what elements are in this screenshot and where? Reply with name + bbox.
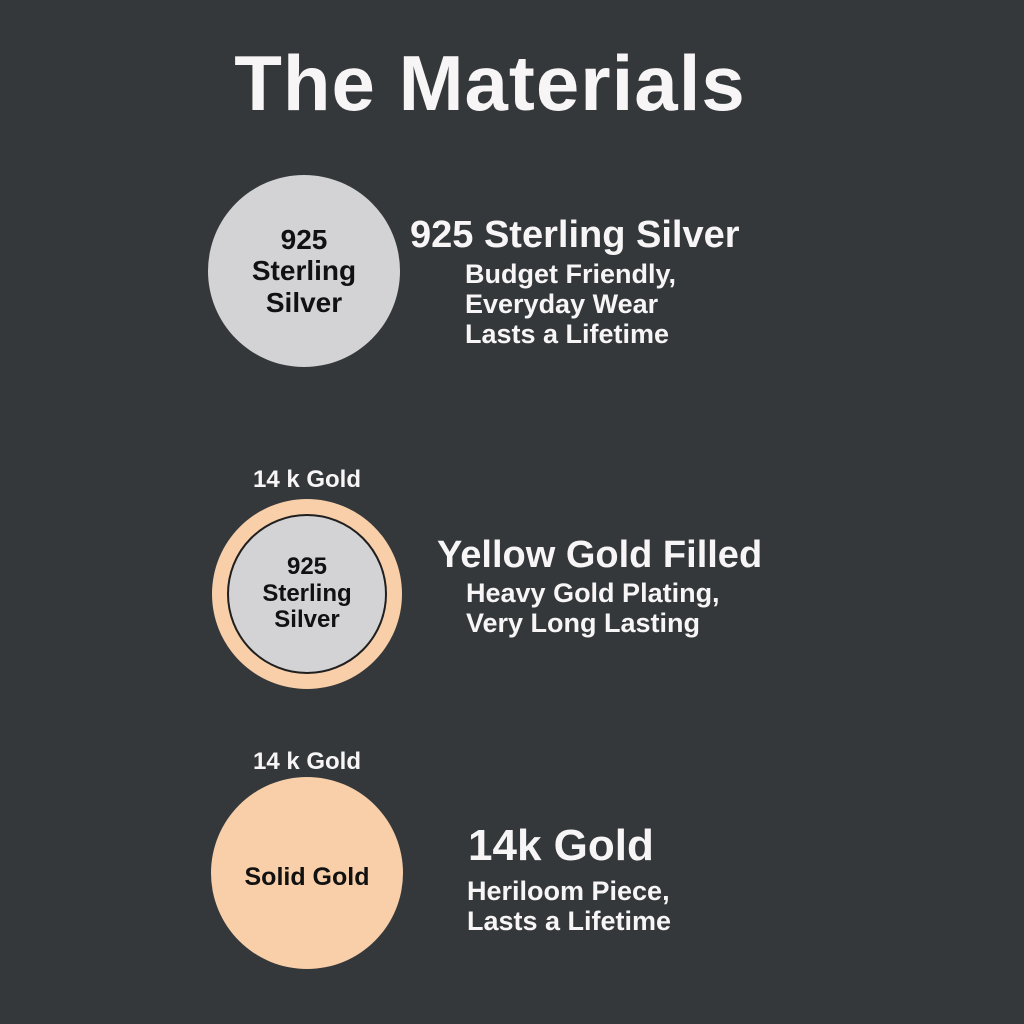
description-line: Budget Friendly, xyxy=(465,259,677,289)
description-line: Everyday Wear xyxy=(465,289,659,319)
solid-gold-top-label: 14 k Gold xyxy=(252,748,362,775)
section-description-sterling-silver xyxy=(465,259,676,349)
sterling-silver-circle xyxy=(208,175,400,367)
circle-label-line: Sterling xyxy=(251,255,357,287)
solid-gold-circle xyxy=(211,777,403,969)
circle-label-line: Silver xyxy=(265,286,343,318)
page-title: The Materials xyxy=(234,39,746,127)
section-heading-gold-filled: Yellow Gold Filled xyxy=(437,534,763,576)
section-description-solid-gold xyxy=(467,876,671,936)
description-line: Heavy Gold Plating, xyxy=(466,578,720,608)
gold-filled-inner-silver-core xyxy=(227,514,387,674)
description-line: Lasts a Lifetime xyxy=(467,906,672,936)
circle-label-line: Silver xyxy=(274,606,340,634)
section-description-gold-filled xyxy=(466,578,720,638)
gold-filled-circle xyxy=(212,499,402,689)
circle-label-line: 925 xyxy=(280,223,328,255)
description-line: Heriloom Piece, xyxy=(467,876,670,906)
circle-label-line: Solid Gold xyxy=(244,863,370,891)
circle-label-line: 925 xyxy=(286,552,328,580)
circle-label-line: Sterling xyxy=(262,579,352,607)
description-line: Very Long Lasting xyxy=(466,608,701,638)
section-heading-sterling-silver: 925 Sterling Silver xyxy=(410,214,740,256)
gold-filled-top-label: 14 k Gold xyxy=(252,466,362,493)
description-line: Lasts a Lifetime xyxy=(465,319,670,349)
section-heading-solid-gold: 14k Gold xyxy=(468,821,654,870)
